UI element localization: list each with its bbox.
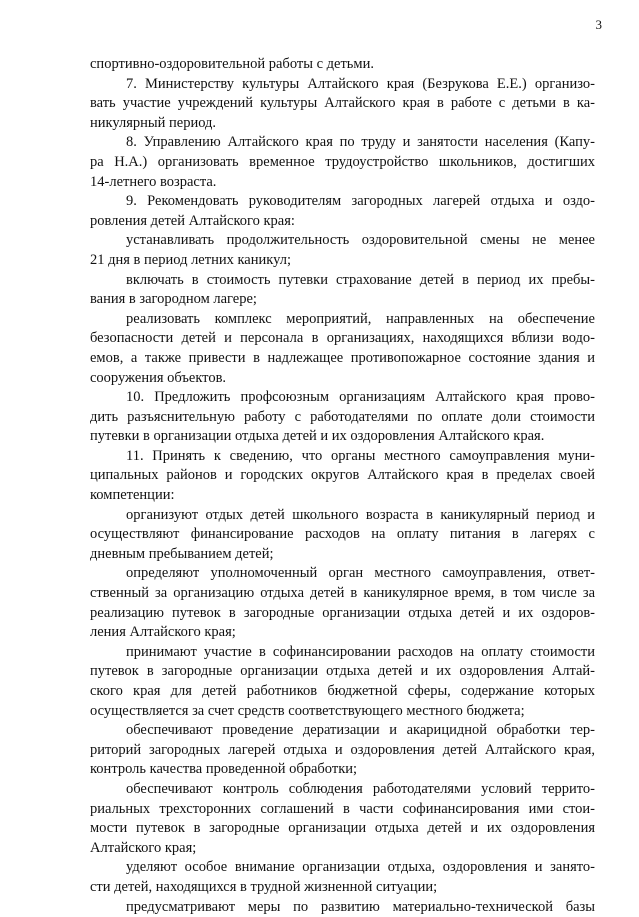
text-line: обеспечивают контроль соблюдения работодателями условий террито- xyxy=(126,780,595,797)
text-line: сооружения объектов. xyxy=(90,369,227,386)
text-line: ского края для детей работников бюджетной сферы, содержание которых xyxy=(90,683,595,699)
text-line: 8. Управлению Алтайского края по труду и занятости населения (Капу- xyxy=(126,134,595,151)
text-line: ровления детей Алтайского края: xyxy=(90,212,295,229)
text-line: реализацию путевок в загородные организации отдыха детей и их оздоров- xyxy=(90,604,595,621)
text-line: Алтайского края; xyxy=(90,839,197,856)
text-line: мости путевок в загородные организации отдыха детей и их оздоровления xyxy=(90,820,595,837)
text-line: дневным пребыванием детей; xyxy=(90,545,274,562)
text-line: риторий загородных лагерей отдыха и оздоровления детей Алтайского края, xyxy=(90,741,595,758)
text-line: сти детей, находящихся в трудной жизненной ситуации; xyxy=(90,878,438,895)
text-line: ципальных районов и городских округов Алтайского края в пределах своей xyxy=(90,467,595,484)
text-line: вания в загородном лагере; xyxy=(90,291,257,308)
text-line: определяют уполномоченный орган местного самоуправления, ответ- xyxy=(126,565,595,582)
text-line: организуют отдых детей школьного возраста в каникулярный период и xyxy=(126,506,595,523)
text-line: ления Алтайского края; xyxy=(90,624,236,641)
page-number: 3 xyxy=(595,17,602,32)
text-line: емов, а также привести в надлежащее противопожарное состояние здания и xyxy=(90,349,595,366)
text-line: 11. Принять к сведению, что органы местного самоуправления муни- xyxy=(126,447,595,464)
text-line: 21 дня в период летних каникул; xyxy=(90,251,291,268)
text-line: путевки в организации отдыха детей и их оздоровления Алтайского края. xyxy=(90,428,545,445)
text-line: устанавливать продолжительность оздоровительной смены не менее xyxy=(126,232,595,249)
text-line: 7. Министерству культуры Алтайского края (Безрукова Е.Е.) организо- xyxy=(126,75,595,92)
text-line: предусматривают меры по развитию материально-технической базы xyxy=(126,898,595,915)
text-line: ственный за организацию отдыха детей в каникулярное время, в том числе за xyxy=(90,585,595,602)
text-line: 10. Предложить профсоюзным организациям Алтайского края прово- xyxy=(126,389,595,406)
text-line: компетенции: xyxy=(90,487,175,504)
text-line: путевок в загородные организации отдыха детей и их оздоровления Алтай- xyxy=(90,663,595,680)
text-line: осуществляют финансирование расходов на оплату питания в лагерях с xyxy=(90,526,595,543)
text-line: никулярный период. xyxy=(90,114,217,131)
text-line: дить разъяснительную работу с работодателями по оплате доли стоимости xyxy=(90,408,595,425)
text-line: включать в стоимость путевки страхование детей в период их пребы- xyxy=(126,271,595,288)
text-line: 14-летнего возраста. xyxy=(90,173,217,190)
text-line: принимают участие в софинансировании расходов на оплату стоимости xyxy=(126,643,595,660)
text-line: 9. Рекомендовать руководителям загородных лагерей отдыха и оздо- xyxy=(126,193,595,210)
text-line: уделяют особое внимание организации отдыха, оздоровления и занято- xyxy=(126,859,595,876)
text-line: вать участие учреждений культуры Алтайского края в работе с детьми в ка- xyxy=(90,95,595,112)
text-line: ра Н.А.) организовать временное трудоустройство школьников, достигших xyxy=(90,153,595,170)
document-body xyxy=(90,55,595,917)
text-line: безопасности детей и персонала в организациях, находящихся вблизи водо- xyxy=(90,330,595,347)
text-line: осуществляется за счет средств соответствующего местного бюджета; xyxy=(90,702,525,719)
text-line: спортивно-оздоровительной работы с детьми. xyxy=(90,56,374,72)
text-line: обеспечивают проведение дератизации и акарицидной обработки тер- xyxy=(126,722,595,739)
text-line: риальных трехсторонних соглашений в части софинансирования ими стои- xyxy=(90,800,595,817)
text-line: реализовать комплекс мероприятий, направленных на обеспечение xyxy=(126,310,595,327)
text-line: контроль качества проведенной обработки; xyxy=(90,761,358,778)
